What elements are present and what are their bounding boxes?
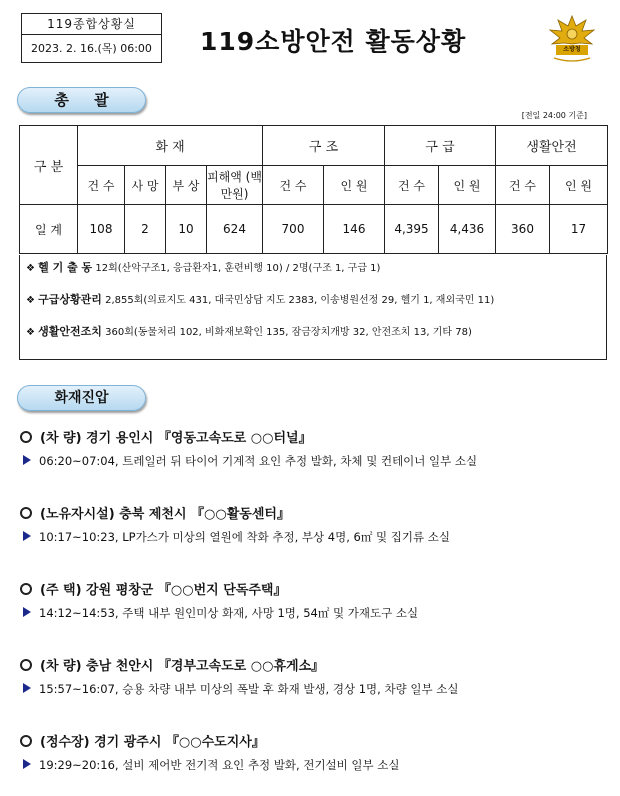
group-ems: 구 급 [385,126,496,166]
table-cell: 4,436 [439,205,496,254]
table-cell: 146 [324,205,385,254]
incident-description: 15:57~16:07, 승용 차량 내부 미상의 폭발 후 화재 발생, 경상 1명, 차량 일부 소실 [39,682,459,696]
incident-title: (차 량) 충남 천안시 『경부고속도로 ○○휴게소』 [40,659,325,674]
table-cell: 10 [166,205,207,254]
table-cell: 17 [550,205,608,254]
circle-bullet-icon [20,735,32,747]
col-fire-deaths: 사 망 [125,166,166,205]
fire-incident-list [20,428,610,796]
col-fire-injuries: 부 상 [166,166,207,205]
triangle-bullet-icon [23,455,31,465]
incident-detail [20,449,610,504]
header-info-box [21,13,162,63]
incident-description: 06:20~07:04, 트레일러 뒤 타이어 기계적 요인 추정 발화, 차체 및 컨테이너 일부 소실 [39,454,478,468]
list-item [20,656,610,677]
triangle-bullet-icon [23,607,31,617]
note-label: 생활안전조치 [38,325,102,338]
note-helicopter: ❖ 헬 기 출 동 12회(산악구조1, 응급환자1, 훈련비행 10) / 2명(구조 1, 구급 1) [26,261,381,274]
incident-detail [20,753,610,796]
incident-detail [20,525,610,580]
triangle-bullet-icon [23,531,31,541]
note-label: 구급상황관리 [38,293,102,306]
list-item [20,580,610,601]
col-ems-count: 건 수 [385,166,439,205]
incident-title: (노유자시설) 충북 제천시 『○○활동센터』 [40,507,290,522]
office-name: 119종합상황실 [22,14,161,35]
summary-heading: 총 괄 [17,87,146,113]
incident-description: 10:17~10:23, LP가스가 미상의 열원에 착화 추정, 부상 4명, 6㎡ 및 집기류 소실 [39,530,450,544]
note-text: 360회(동물처리 102, 비화재보확인 135, 잠금장치개방 32, 안전조치 13, 기타 78) [105,327,472,338]
summary-table [19,125,608,254]
table-cell: 4,395 [385,205,439,254]
fire-agency-emblem-icon [546,14,598,64]
note-ems-management: ❖ 구급상황관리 2,855회(의료지도 431, 대국민상담 지도 2383, 이송병원선정 29, 헬기 1, 재외국민 11) [26,293,495,306]
incident-description: 14:12~14:53, 주택 내부 원인미상 화재, 사망 1명, 54㎡ 및 가재도구 소실 [39,606,419,620]
table-cell: 360 [496,205,550,254]
incident-title: (차 량) 경기 용인시 『영동고속도로 ○○터널』 [40,431,312,446]
group-fire: 화 재 [78,126,263,166]
incident-title: (주 택) 강원 평창군 『○○번지 단독주택』 [40,583,287,598]
list-item [20,504,610,525]
report-datetime: 2023. 2. 16.(목) 06:00 [31,42,152,55]
page-title: 119소방안전 활동상황 [200,27,467,56]
group-rescue: 구 조 [263,126,385,166]
row-label-header: 구 분 [20,126,78,205]
basis-time: [전일 24:00 기준] [521,111,587,120]
list-item [20,732,610,753]
note-text: 2,855회(의료지도 431, 대국민상담 지도 2383, 이송병원선정 29, 헬기 1, 재외국민 11) [105,295,495,306]
total-row-label: 일 계 [20,205,78,254]
col-rescue-persons: 인 원 [324,166,385,205]
incident-detail [20,601,610,656]
summary-notes [19,255,607,360]
incident-description: 19:29~20:16, 설비 제어반 전기적 요인 추정 발화, 전기설비 일부 소실 [39,758,400,772]
table-cell: 624 [207,205,263,254]
table-cell: 2 [125,205,166,254]
col-fire-damage: 피해액 (백만원) [207,166,263,205]
note-label: 헬 기 출 동 [38,261,93,274]
circle-bullet-icon [20,659,32,671]
incident-title: (정수장) 경기 광주시 『○○수도지사』 [40,735,265,750]
triangle-bullet-icon [23,683,31,693]
col-rescue-count: 건 수 [263,166,324,205]
col-ems-persons: 인 원 [439,166,496,205]
note-text: 12회(산악구조1, 응급환자1, 훈련비행 10) / 2명(구조 1, 구급 1) [95,263,381,274]
circle-bullet-icon [20,431,32,443]
col-safety-count: 건 수 [496,166,550,205]
list-item [20,428,610,449]
group-safety: 생활안전 [496,126,608,166]
logo-label: 소방청 [556,45,588,55]
circle-bullet-icon [20,583,32,595]
table-cell: 700 [263,205,324,254]
fire-section-heading: 화재진압 [17,385,146,411]
col-fire-count: 건 수 [78,166,125,205]
col-safety-persons: 인 원 [550,166,608,205]
triangle-bullet-icon [23,759,31,769]
note-safety-actions: ❖ 생활안전조치 360회(동물처리 102, 비화재보확인 135, 잠금장치개방 32, 안전조치 13, 기타 78) [26,325,472,338]
table-cell: 108 [78,205,125,254]
circle-bullet-icon [20,507,32,519]
incident-detail [20,677,610,732]
